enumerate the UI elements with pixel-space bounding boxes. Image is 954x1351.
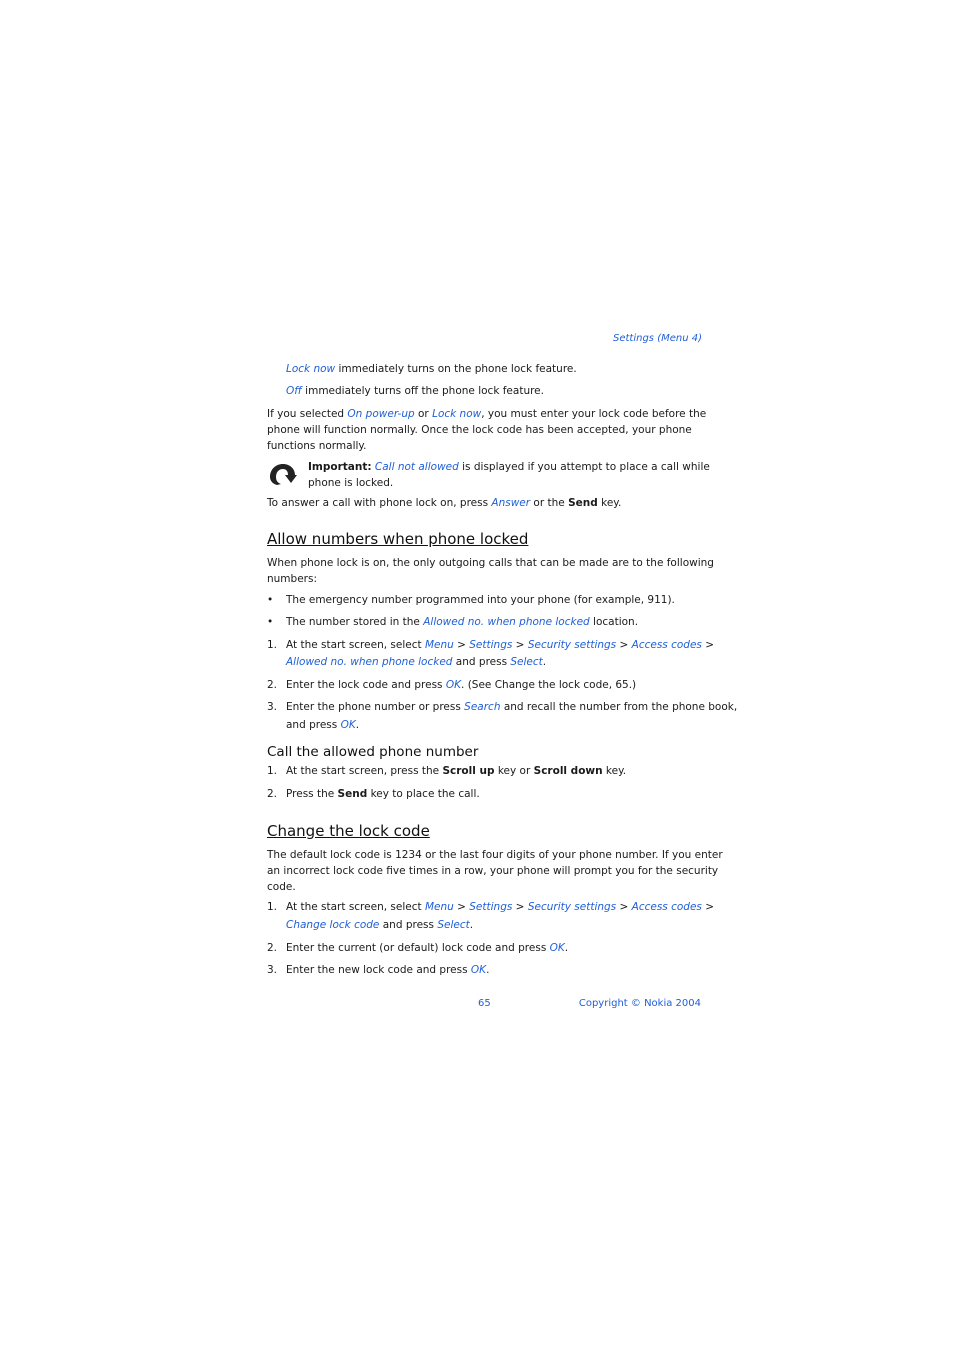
section-intro: When phone lock is on, the only outgoing calls that can be made are to the following [267, 557, 714, 569]
step-number: 2. [267, 942, 278, 954]
bullet-item: The number stored in the Allowed no. when phone locked location. [286, 616, 639, 628]
option-off: Off immediately turns off the phone lock feature. [286, 385, 544, 397]
running-header: Settings (Menu 4) [613, 333, 702, 344]
step-item-line2: Change lock code and press Select. [286, 919, 474, 931]
step-number: 2. [267, 788, 278, 800]
bullet-marker: • [267, 616, 274, 628]
section-heading: Change the lock code [267, 822, 430, 840]
step-item-line2: and press OK. [286, 719, 360, 731]
step-number: 2. [267, 679, 278, 691]
important-note-line2: phone is locked. [308, 477, 394, 489]
subsection-heading: Call the allowed phone number [267, 744, 479, 760]
answer-line: To answer a call with phone lock on, press Answer or the Send key. [267, 497, 622, 509]
option-lock-now: Lock now immediately turns on the phone lock feature. [286, 363, 577, 375]
bullet-item: The emergency number programmed into your phone (for example, 911). [286, 594, 675, 606]
step-item: Enter the phone number or press Search and recall the number from the phone book, [286, 701, 738, 713]
step-item: At the start screen, select Menu > Settings > Security settings > Access codes > [286, 639, 715, 651]
step-item: Enter the current (or default) lock code and press OK. [286, 942, 569, 954]
step-item: At the start screen, select Menu > Settings > Security settings > Access codes > [286, 901, 715, 913]
step-number: 3. [267, 701, 278, 713]
bullet-marker: • [267, 594, 274, 606]
step-number: 3. [267, 964, 278, 976]
important-note: Important: Call not allowed is displayed if you attempt to place a call while [308, 461, 710, 473]
step-number: 1. [267, 639, 278, 651]
para-line: functions normally. [267, 440, 367, 452]
section-para: The default lock code is 1234 or the last four digits of your phone number. If you enter [267, 849, 723, 861]
para-line: If you selected On power-up or Lock now, you must enter your lock code before the [267, 408, 707, 420]
step-item: Enter the lock code and press OK. (See Change the lock code, 65.) [286, 679, 637, 691]
para-line: phone will function normally. Once the lock code has been accepted, your phone [267, 424, 692, 436]
step-item: Press the Send key to place the call. [286, 788, 480, 800]
section-para: an incorrect lock code five times in a row, your phone will prompt you for the security [267, 865, 719, 877]
step-item-line2: Allowed no. when phone locked and press Select. [286, 656, 547, 668]
section-heading: Allow numbers when phone locked [267, 530, 529, 548]
step-item: Enter the new lock code and press OK. [286, 964, 490, 976]
step-number: 1. [267, 765, 278, 777]
page-number: 65 [478, 998, 491, 1009]
important-icon [267, 461, 301, 487]
step-number: 1. [267, 901, 278, 913]
step-item: At the start screen, press the Scroll up key or Scroll down key. [286, 765, 627, 777]
copyright: Copyright © Nokia 2004 [578, 998, 701, 1009]
section-para: code. [267, 881, 296, 893]
section-intro: numbers: [267, 573, 317, 585]
